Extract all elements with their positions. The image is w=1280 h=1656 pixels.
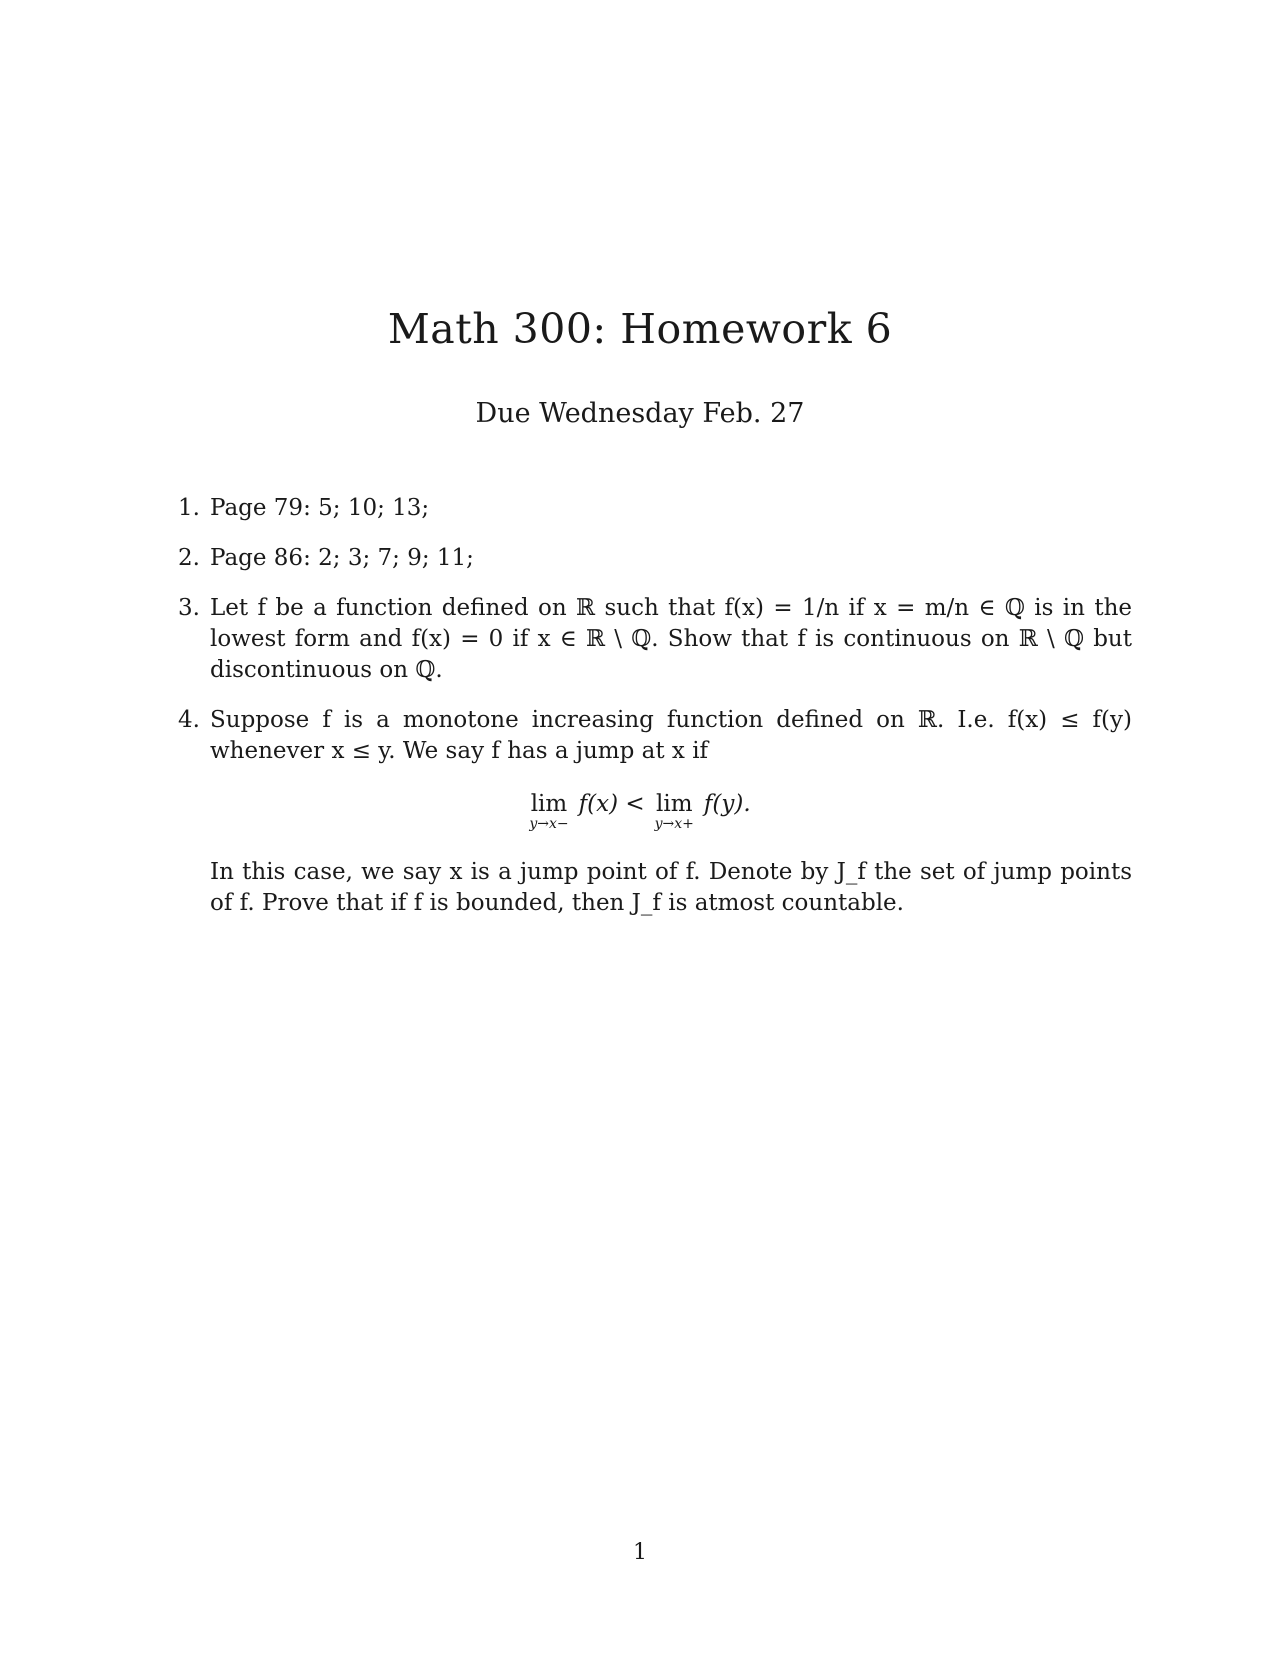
due-date: Due Wednesday Feb. 27 (475, 398, 805, 429)
item-text: Page 79: 5; 10; 13; (210, 495, 430, 521)
left-expression: f(x) < (578, 791, 645, 817)
page-number: 1 (633, 1540, 647, 1565)
item-text: Suppose f is a monotone increasing function defined on ℝ. I.e. f(x) ≤ f(y) whenever x ≤ y. We say f has a jump at x if (210, 707, 1132, 764)
page-title: Math 300: Homework 6 (387, 305, 893, 353)
item-number: 2. (178, 545, 200, 571)
item-number: 3. (178, 595, 200, 621)
item-number: 4. (178, 707, 200, 733)
item-text: Let f be a function defined on ℝ such that f(x) = 1/n if x = m/n ∈ ℚ is in the lowest form and f(x) = 0 if x ∈ ℝ \ ℚ. Show that f is continuous on ℝ \ ℚ but discontinuous on ℚ. (210, 595, 1132, 683)
item-text: Page 86: 2; 3; 7; 9; 11; (210, 545, 474, 571)
limit-right: lim y→x+ (654, 791, 694, 832)
limit-left: lim y→x− (529, 791, 569, 832)
right-expression: f(y). (703, 791, 751, 817)
item-text: In this case, we say x is a jump point of f. Denote by J_f the set of jump points of f. Prove that if f is bounded, then J_f is atmost countable. (210, 859, 1132, 916)
item-number: 1. (178, 495, 200, 521)
display-equation (0, 791, 1280, 831)
